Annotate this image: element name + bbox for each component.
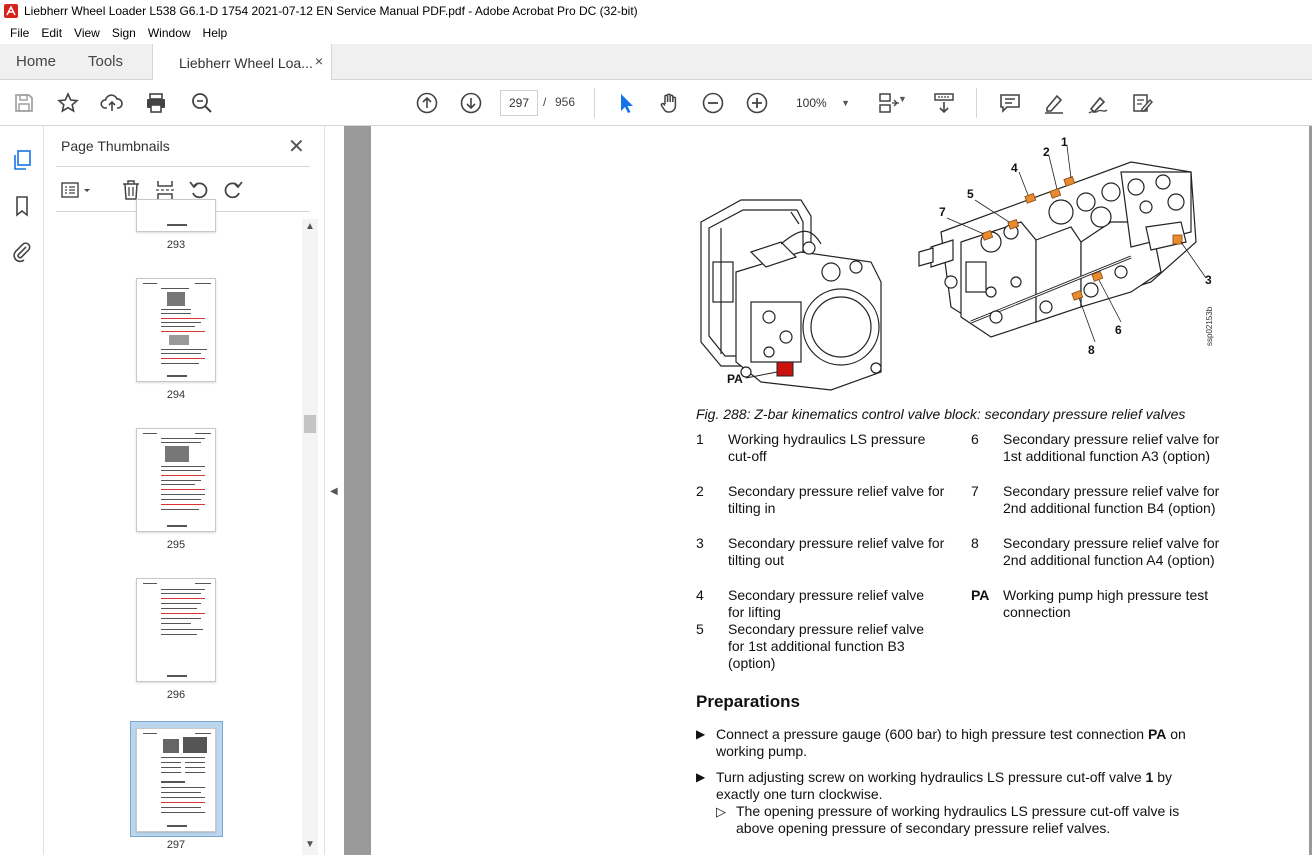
svg-text:5: 5 xyxy=(967,187,974,201)
svg-text:7: 7 xyxy=(939,205,946,219)
svg-text:3: 3 xyxy=(1205,273,1212,287)
step-result-text: The opening pressure of working hydraulics LS pressure cut-off valve is above opening pressure of secondary pressure relief valves. xyxy=(736,803,1180,836)
previous-page-icon[interactable] xyxy=(415,91,439,115)
legend-text: Secondary pressure relief valve for 1st additional function A3 (option) xyxy=(1003,431,1220,464)
svg-text:2: 2 xyxy=(1043,145,1050,159)
page-thumbnail[interactable] xyxy=(136,428,216,532)
menu-help[interactable]: Help xyxy=(202,26,228,40)
zoom-value: 100% xyxy=(796,96,827,110)
figure-id: ssp02153b xyxy=(1205,306,1214,346)
menu-file[interactable]: File xyxy=(10,26,30,40)
tab-document[interactable] xyxy=(152,44,332,81)
zoom-in-icon[interactable] xyxy=(745,91,769,115)
panel-divider xyxy=(56,166,310,167)
legend-number: 6 xyxy=(971,431,979,447)
page-thumbnails-icon[interactable] xyxy=(10,148,34,172)
legend-number: 7 xyxy=(971,483,979,499)
thumbnail-page-label: 296 xyxy=(166,689,186,701)
menu-bar xyxy=(0,22,1312,44)
page-thumbnails-panel xyxy=(44,126,324,855)
thumbnail-page-label: 297 xyxy=(166,839,186,851)
page-thumbnail[interactable] xyxy=(136,199,216,232)
acrobat-app-icon xyxy=(4,4,18,18)
legend-text: Working hydraulics LS pressure cut-off xyxy=(728,431,926,464)
step-arrow-icon: ▶ xyxy=(696,770,706,784)
scroll-down-icon[interactable]: ▼ xyxy=(305,839,315,850)
page-thumbnail[interactable] xyxy=(136,278,216,382)
page-number-input[interactable]: 297 xyxy=(500,90,538,116)
legend-number: 5 xyxy=(696,621,704,637)
panel-splitter[interactable] xyxy=(324,126,344,855)
page-fit-icon[interactable] xyxy=(876,91,900,115)
legend-text: Secondary pressure relief valve for tilting in xyxy=(728,483,945,516)
pdf-page xyxy=(371,126,1309,855)
navigation-rail xyxy=(0,126,44,855)
menu-sign[interactable]: Sign xyxy=(111,26,136,40)
step-arrow-icon: ▶ xyxy=(696,727,706,741)
next-page-icon[interactable] xyxy=(459,91,483,115)
select-cursor-icon[interactable] xyxy=(614,91,638,115)
window-title: Liebherr Wheel Loader L538 G6.1-D 1754 2021-07-12 EN Service Manual PDF.pdf - Adobe Acrobat Pro DC (32-bit) xyxy=(24,4,638,18)
chevron-down-icon: ▼ xyxy=(841,98,850,108)
page-thumbnail-selected[interactable] xyxy=(136,728,216,832)
bookmarks-icon[interactable] xyxy=(10,194,34,218)
save-icon[interactable] xyxy=(12,91,36,115)
page-thumbnail[interactable] xyxy=(136,578,216,682)
legend-text: Secondary pressure relief valve for 2nd additional function A4 (option) xyxy=(1003,535,1220,568)
find-zoom-icon[interactable] xyxy=(190,91,214,115)
toolbar-divider xyxy=(594,88,595,118)
page-fit-chevron-icon[interactable]: ▼ xyxy=(898,94,907,104)
figure-caption: Fig. 288: Z-bar kinematics control valve block: secondary pressure relief valves xyxy=(696,406,1186,422)
thumbnail-page-label: 294 xyxy=(166,389,186,401)
svg-text:6: 6 xyxy=(1115,323,1122,337)
instruction-step xyxy=(696,769,1216,839)
section-heading-preparations: Preparations xyxy=(696,692,800,711)
document-tab-label: Liebherr Wheel Loa... xyxy=(179,54,313,71)
tab-tools[interactable]: Tools xyxy=(88,53,124,70)
edit-pdf-icon[interactable] xyxy=(1130,91,1154,115)
zoom-out-icon[interactable] xyxy=(701,91,725,115)
tab-bar xyxy=(0,44,1312,80)
step-text: Turn adjusting screw on working hydraulics LS pressure cut-off valve 1 by exactly one turn clockwise. xyxy=(716,769,1173,802)
legend-text: Secondary pressure relief valve for tilting out xyxy=(728,535,945,568)
title-bar xyxy=(0,0,1312,22)
sign-icon[interactable] xyxy=(1086,91,1110,115)
legend-text: Secondary pressure relief valve for 1st additional function B3 (option) xyxy=(728,621,925,671)
thumbnail-scrollbar[interactable] xyxy=(302,219,318,855)
scrollbar-thumb[interactable] xyxy=(304,415,316,433)
menu-view[interactable]: View xyxy=(74,26,100,40)
highlight-pen-icon[interactable] xyxy=(1042,91,1066,115)
thumbnail-options-icon[interactable] xyxy=(60,178,94,202)
panel-title: Page Thumbnails xyxy=(61,138,170,154)
legend-number: PA xyxy=(971,587,990,603)
result-arrow-icon: ▷ xyxy=(716,804,726,819)
main-toolbar xyxy=(0,80,1312,126)
legend-number: 2 xyxy=(696,483,704,499)
print-icon[interactable] xyxy=(144,91,168,115)
svg-text:4: 4 xyxy=(1011,161,1018,175)
step-text: Connect a pressure gauge (600 bar) to high pressure test connection PA on working pump. xyxy=(716,726,1186,759)
instruction-step xyxy=(696,726,1216,760)
legend-number: 8 xyxy=(971,535,979,551)
close-panel-icon[interactable]: ✕ xyxy=(288,136,305,158)
valve-block-illustration xyxy=(691,132,1221,394)
hand-tool-icon[interactable] xyxy=(657,91,681,115)
menu-window[interactable]: Window xyxy=(147,26,191,40)
page-separator: / xyxy=(543,95,547,109)
attachments-icon[interactable] xyxy=(10,240,34,264)
thumbnail-page-label: 293 xyxy=(166,239,186,251)
close-tab-icon[interactable]: × xyxy=(314,53,323,69)
legend-text: Secondary pressure relief valve for lifting xyxy=(728,587,925,620)
tab-home[interactable]: Home xyxy=(16,53,57,70)
collapse-panel-icon[interactable]: ◀ xyxy=(330,486,338,497)
scroll-up-icon[interactable]: ▲ xyxy=(305,221,315,232)
rotate-right-icon[interactable] xyxy=(221,178,245,202)
comment-icon[interactable] xyxy=(998,91,1022,115)
legend-text: Working pump high pressure test connection xyxy=(1003,587,1209,620)
control-valve-block-drawing xyxy=(919,162,1196,337)
legend-text: Secondary pressure relief valve for 2nd additional function B4 (option) xyxy=(1003,483,1220,516)
menu-edit[interactable]: Edit xyxy=(41,26,63,40)
svg-text:1: 1 xyxy=(1061,135,1068,149)
thumbnail-page-label: 295 xyxy=(166,539,186,551)
svg-text:8: 8 xyxy=(1088,343,1095,357)
callout-pa: PA xyxy=(727,372,743,386)
zoom-level-select[interactable] xyxy=(788,90,856,116)
legend-number: 3 xyxy=(696,535,704,551)
upload-icon[interactable] xyxy=(100,91,124,115)
legend-number: 1 xyxy=(696,431,704,447)
total-pages: 956 xyxy=(555,95,576,109)
bookmark-star-icon[interactable] xyxy=(56,91,80,115)
legend-number: 4 xyxy=(696,587,704,603)
toolbar-divider xyxy=(976,88,977,118)
scroll-mode-icon[interactable] xyxy=(932,91,956,115)
document-viewer[interactable] xyxy=(344,126,1312,855)
